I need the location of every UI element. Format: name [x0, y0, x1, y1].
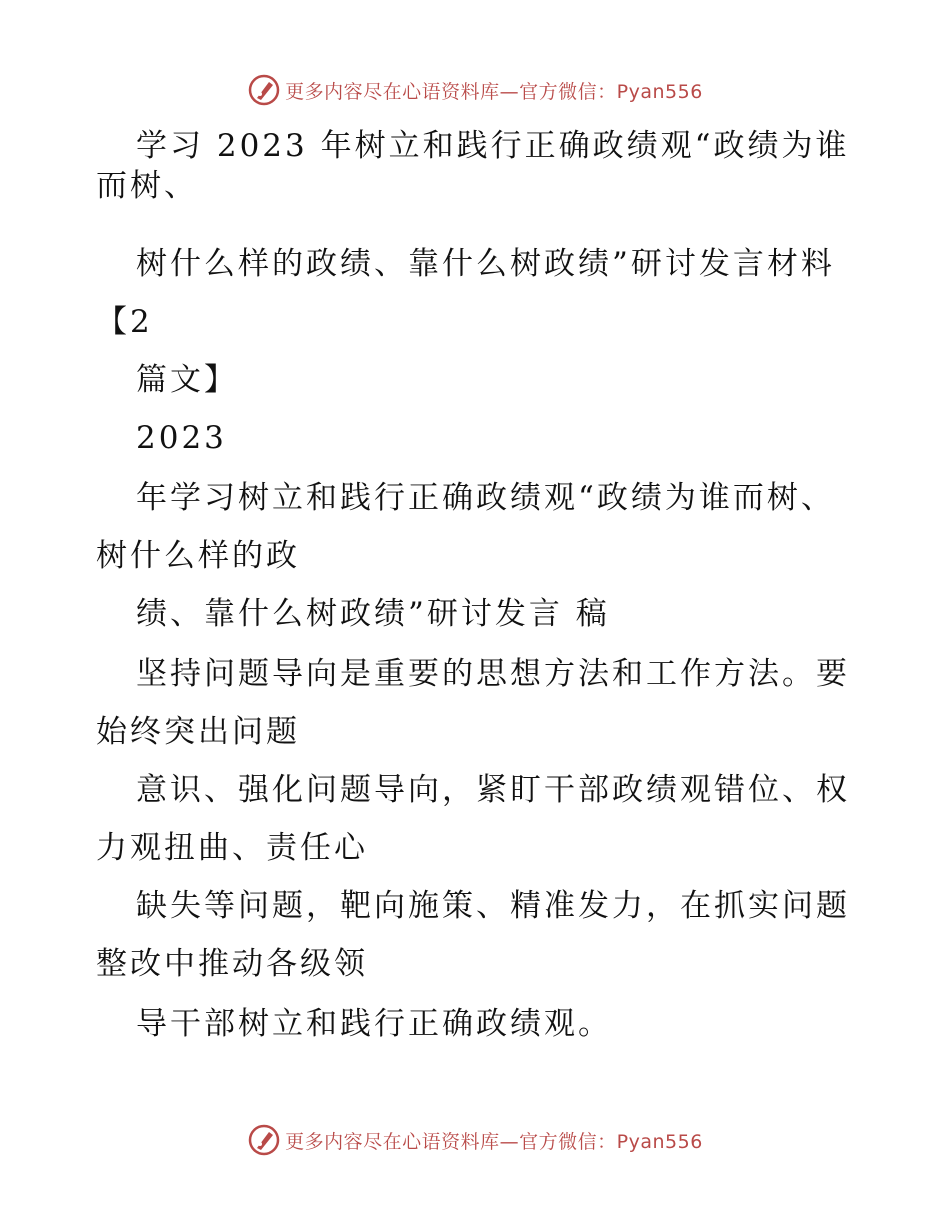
text-line: 篇文】: [136, 362, 238, 398]
text-line: 树什么样的政绩、靠什么树政绩”研讨发言材料: [136, 246, 835, 282]
header-watermark-text: 更多内容尽在心语资料库—官方微信：Pyan556: [285, 80, 703, 103]
text-line: 2023: [136, 420, 227, 456]
text-line: 学习 2023 年树立和践行正确政绩观“政绩为谁: [136, 128, 850, 164]
text-line: 绩、靠什么树政绩”研讨发言 稿: [136, 596, 610, 632]
text-line: 力观扭曲、责任心: [96, 830, 368, 866]
text-line: 导干部树立和践行正确政绩观。: [136, 1006, 612, 1042]
text-line: 整改中推动各级领: [96, 946, 368, 982]
text-line: 【2: [96, 304, 153, 340]
text-line: 始终突出问题: [96, 714, 300, 750]
text-line: 缺失等问题，靶向施策、精准发力，在抓实问题: [136, 888, 850, 924]
text-line: 树什么样的政: [96, 538, 300, 574]
text-line: 意识、强化问题导向，紧盯干部政绩观错位、权: [136, 772, 850, 808]
footer-watermark-banner: [0, 1120, 950, 1160]
pen-nib-logo-icon: [247, 1123, 281, 1157]
text-line: 而树、: [96, 168, 198, 204]
text-line: 坚持问题导向是重要的思想方法和工作方法。要: [136, 656, 850, 692]
text-line: 年学习树立和践行正确政绩观“政绩为谁而树、: [136, 480, 835, 516]
footer-watermark-text: 更多内容尽在心语资料库—官方微信：Pyan556: [285, 1130, 703, 1153]
